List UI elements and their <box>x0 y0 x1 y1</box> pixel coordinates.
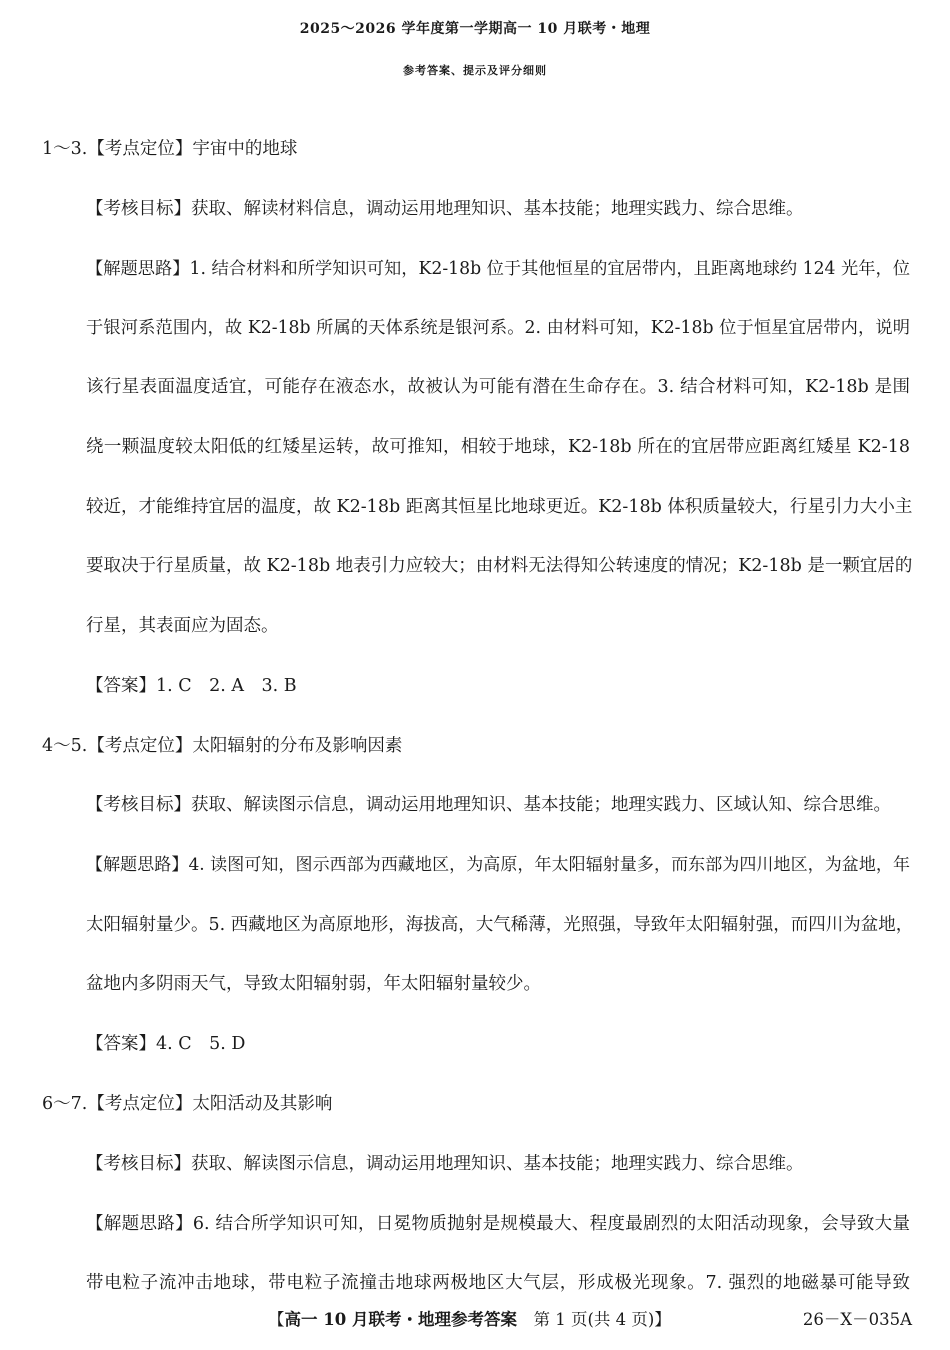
topic-tag: 【考点定位】 <box>87 139 193 159</box>
analysis-tag: 【解题思路】 <box>86 855 189 875</box>
document-code: 26－X－035A <box>802 1310 912 1329</box>
question-range: 4～5. <box>42 736 88 756</box>
goal-text: 获取、解读图示信息，调动运用地理知识、基本技能；地理实践力、综合思维。 <box>191 1154 804 1174</box>
section-2-analysis-line <box>86 853 910 877</box>
footer-label <box>268 1309 671 1331</box>
analysis-text: 4. 读图可知，图示西部为西藏地区，为高原，年太阳辐射量多，而东部为四川地区，为盆地，年 <box>188 855 911 875</box>
section-2-goal <box>86 793 891 817</box>
analysis-text: 1. 结合材料和所学知识可知，K2-18b 位于其他恒星的宜居带内，且距离地球约 124 光年，位 <box>189 259 911 279</box>
page-subtitle: 参考答案、提示及评分细则 <box>403 64 547 77</box>
section-1-analysis-line <box>86 257 910 281</box>
section-3-analysis-line <box>86 1212 910 1236</box>
footer-title: 高一 10 月联考・地理参考答案 <box>284 1310 517 1329</box>
topic-text: 宇宙中的地球 <box>192 139 298 159</box>
answer-tag: 【答案】 <box>86 1034 156 1054</box>
goal-text: 获取、解读材料信息，调动运用地理知识、基本技能；地理实践力、综合思维。 <box>191 199 804 219</box>
answer-text: 1. C 2. A 3. B <box>156 676 297 696</box>
footer-bracket-close: 】 <box>654 1310 671 1329</box>
page-number: 第 1 页(共 4 页) <box>533 1310 655 1329</box>
section-1-answer <box>86 674 297 698</box>
section-1-analysis-line: 较近，才能维持宜居的温度，故 K2-18b 距离其恒星比地球更近。K2-18b 体积质量较大，行星引力大小主 <box>86 497 913 517</box>
section-1-analysis-line: 该行星表面温度适宜，可能存在液态水，故被认为可能有潜在生命存在。3. 结合材料可知，K2-18b 是围 <box>86 377 910 397</box>
topic-tag: 【考点定位】 <box>87 1094 193 1114</box>
section-3-analysis-line: 带电粒子流冲击地球，带电粒子流撞击地球两极地区大气层，形成极光现象。7. 强烈的地磁暴可能导致 <box>86 1273 910 1293</box>
section-3-goal <box>86 1152 804 1176</box>
goal-tag: 【考核目标】 <box>86 199 191 219</box>
section-1-goal <box>86 197 804 221</box>
section-1-analysis-line: 绕一颗温度较太阳低的红矮星运转，故可推知，相较于地球，K2-18b 所在的宜居带应距离红矮星 K2-18 <box>86 437 910 457</box>
section-1-analysis-line: 要取决于行星质量，故 K2-18b 地表引力应较大；由材料无法得知公转速度的情况；K2-18b 是一颗宜居的 <box>86 556 913 576</box>
section-1-analysis-line: 于银河系范围内，故 K2-18b 所属的天体系统是银河系。2. 由材料可知，K2-18b 位于恒星宜居带内，说明 <box>86 318 910 338</box>
question-range: 6～7. <box>42 1094 88 1114</box>
answer-tag: 【答案】 <box>86 676 156 696</box>
topic-text: 太阳活动及其影响 <box>192 1094 333 1114</box>
analysis-tag: 【解题思路】 <box>86 259 190 279</box>
page-title: 2025～2026 学年度第一学期高一 10 月联考・地理 <box>299 21 651 37</box>
question-range: 1～3. <box>42 139 88 159</box>
section-3-topic <box>42 1092 332 1116</box>
section-2-answer <box>86 1032 245 1056</box>
analysis-tag: 【解题思路】 <box>86 1214 193 1234</box>
section-1-topic <box>42 137 297 161</box>
section-2-analysis-line: 太阳辐射量少。5. 西藏地区为高原地形，海拔高，大气稀薄，光照强，导致年太阳辐射强，而四川为盆地， <box>86 915 914 935</box>
topic-text: 太阳辐射的分布及影响因素 <box>192 736 403 756</box>
answer-text: 4. C 5. D <box>156 1034 246 1054</box>
section-2-topic <box>42 734 402 758</box>
footer-bracket-open: 【 <box>268 1310 285 1329</box>
goal-text: 获取、解读图示信息，调动运用地理知识、基本技能；地理实践力、区域认知、综合思维。 <box>191 795 891 815</box>
goal-tag: 【考核目标】 <box>86 795 191 815</box>
section-2-analysis-line: 盆地内多阴雨天气，导致太阳辐射弱，年太阳辐射量较少。 <box>86 974 541 994</box>
section-1-analysis-line: 行星，其表面应为固态。 <box>86 616 279 636</box>
goal-tag: 【考核目标】 <box>86 1154 191 1174</box>
topic-tag: 【考点定位】 <box>87 736 193 756</box>
analysis-text: 6. 结合所学知识可知，日冕物质抛射是规模最大、程度最剧烈的太阳活动现象，会导致大量 <box>192 1214 910 1234</box>
